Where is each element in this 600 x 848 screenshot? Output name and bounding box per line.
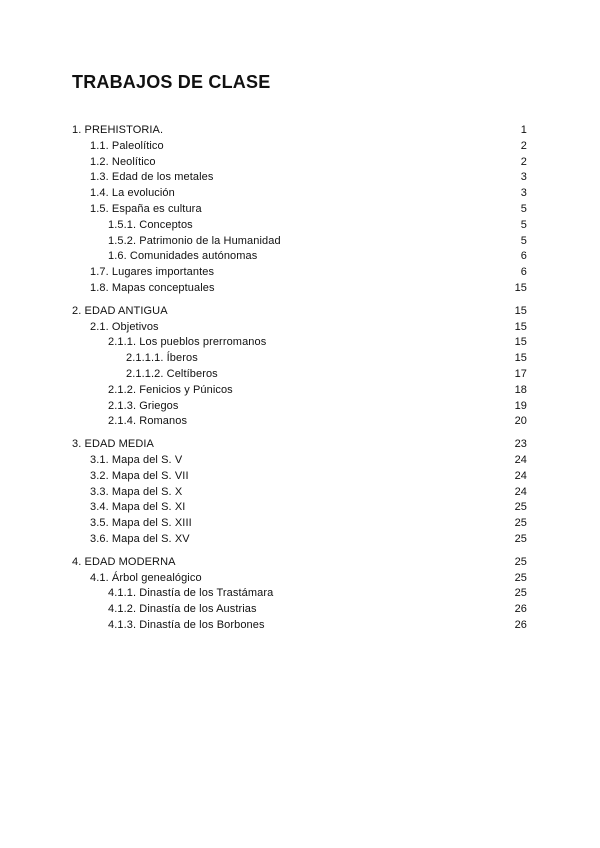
toc-entry-label: 3. EDAD MEDIA [72,438,154,451]
toc-entry-page-number: 2 [520,139,527,152]
toc-entry[interactable] [72,249,527,265]
toc-entry-page-number: 15 [514,304,527,317]
toc-entry[interactable] [72,618,527,634]
toc-entry[interactable] [72,383,527,399]
toc-entry-page-number: 2 [520,155,527,168]
toc-entry-page-number: 18 [514,383,527,396]
toc-entry-label: 1.2. Neolítico [90,155,156,168]
toc-entry-page-number: 25 [514,587,527,600]
toc-entry-page-number: 24 [514,469,527,482]
toc-entry[interactable] [72,170,527,186]
toc-entry-label: 4.1.1. Dinastía de los Trastámara [108,587,274,600]
toc-entry-label: 1.5. España es cultura [90,202,202,215]
toc-entry-label: 2. EDAD ANTIGUA [72,304,168,317]
toc-entry-label: 1.5.1. Conceptos [108,218,193,231]
toc-entry[interactable] [72,320,527,336]
toc-section [72,304,527,430]
page-title: TRABAJOS DE CLASE [72,72,271,92]
toc-entry[interactable] [72,516,527,532]
toc-entry-label: 1.5.2. Patrimonio de la Humanidad [108,234,281,247]
toc-entry[interactable] [72,469,527,485]
toc-entry[interactable] [72,351,527,367]
toc-entry[interactable] [72,202,527,218]
toc-entry-page-number: 25 [514,501,527,514]
toc-entry[interactable] [72,500,527,516]
toc-entry[interactable] [72,602,527,618]
toc-entry[interactable] [72,437,527,453]
table-of-contents [72,123,527,641]
toc-entry-page-number: 1 [520,124,527,136]
toc-entry-page-number: 5 [520,202,527,215]
toc-entry-label: 3.5. Mapa del S. XIII [90,517,192,530]
toc-entry-label: 2.1.1.2. Celtíberos [126,367,218,380]
toc-entry[interactable] [72,414,527,430]
toc-entry-page-number: 15 [514,352,527,365]
toc-entry[interactable] [72,453,527,469]
toc-entry-page-number: 26 [514,603,527,616]
toc-entry[interactable] [72,139,527,155]
toc-entry-page-number: 24 [514,485,527,498]
toc-entry-label: 2.1.2. Fenicios y Púnicos [108,383,233,396]
toc-entry-label: 2.1.1. Los pueblos prerromanos [108,336,267,349]
toc-entry-label: 3.3. Mapa del S. X [90,485,183,498]
toc-entry-label: 1.4. La evolución [90,187,175,200]
toc-entry-page-number: 26 [514,618,527,631]
toc-entry-label: 2.1.4. Romanos [108,415,188,428]
toc-entry-label: 3.4. Mapa del S. XI [90,501,186,514]
toc-entry[interactable] [72,555,527,571]
toc-entry-page-number: 15 [514,320,527,333]
toc-entry[interactable] [72,335,527,351]
toc-entry-label: 4.1. Árbol genealógico [90,571,202,584]
toc-entry[interactable] [72,186,527,202]
toc-entry-page-number: 17 [514,367,527,380]
toc-entry-label: 3.6. Mapa del S. XV [90,532,190,545]
toc-entry-page-number: 5 [520,218,527,231]
toc-entry-label: 4. EDAD MODERNA [72,555,176,568]
toc-entry-page-number: 3 [520,187,527,200]
toc-entry[interactable] [72,485,527,501]
toc-entry[interactable] [72,571,527,587]
toc-entry[interactable] [72,304,527,320]
toc-entry-page-number: 20 [514,415,527,428]
toc-entry[interactable] [72,123,527,139]
toc-entry-page-number: 15 [514,336,527,349]
toc-entry-page-number: 6 [520,250,527,263]
toc-entry-label: 1.8. Mapas conceptuales [90,281,215,294]
toc-entry-page-number: 25 [514,555,527,568]
toc-entry-page-number: 25 [514,571,527,584]
toc-entry-label: 1.1. Paleolítico [90,139,164,152]
toc-entry[interactable] [72,155,527,171]
toc-entry-page-number: 3 [520,171,527,184]
toc-section [72,437,527,548]
toc-entry[interactable] [72,218,527,234]
toc-entry-label: 1.3. Edad de los metales [90,171,214,184]
toc-entry[interactable] [72,532,527,548]
toc-entry-label: 2.1.1.1. Íberos [126,352,198,365]
toc-entry-label: 2.1. Objetivos [90,320,159,333]
toc-entry-page-number: 15 [514,281,527,294]
toc-entry-label: 4.1.2. Dinastía de los Austrias [108,603,257,616]
toc-entry-label: 1.7. Lugares importantes [90,266,215,279]
toc-entry-page-number: 19 [514,399,527,412]
toc-entry-label: 4.1.3. Dinastía de los Borbones [108,618,265,631]
toc-entry-label: 3.1. Mapa del S. V [90,453,183,466]
toc-section [72,555,527,634]
toc-section [72,123,527,297]
toc-entry-page-number: 6 [520,266,527,279]
toc-entry-label: 1. PREHISTORIA. [72,124,164,136]
toc-entry[interactable] [72,399,527,415]
toc-entry[interactable] [72,367,527,383]
toc-entry[interactable] [72,281,527,297]
toc-entry[interactable] [72,586,527,602]
toc-entry-page-number: 23 [514,438,527,451]
toc-entry-page-number: 25 [514,532,527,545]
toc-entry-label: 1.6. Comunidades autónomas [108,250,258,263]
toc-entry-page-number: 5 [520,234,527,247]
toc-entry[interactable] [72,234,527,250]
toc-entry[interactable] [72,265,527,281]
toc-entry-page-number: 24 [514,453,527,466]
toc-entry-label: 3.2. Mapa del S. VII [90,469,189,482]
toc-entry-page-number: 25 [514,517,527,530]
toc-entry-label: 2.1.3. Griegos [108,399,179,412]
